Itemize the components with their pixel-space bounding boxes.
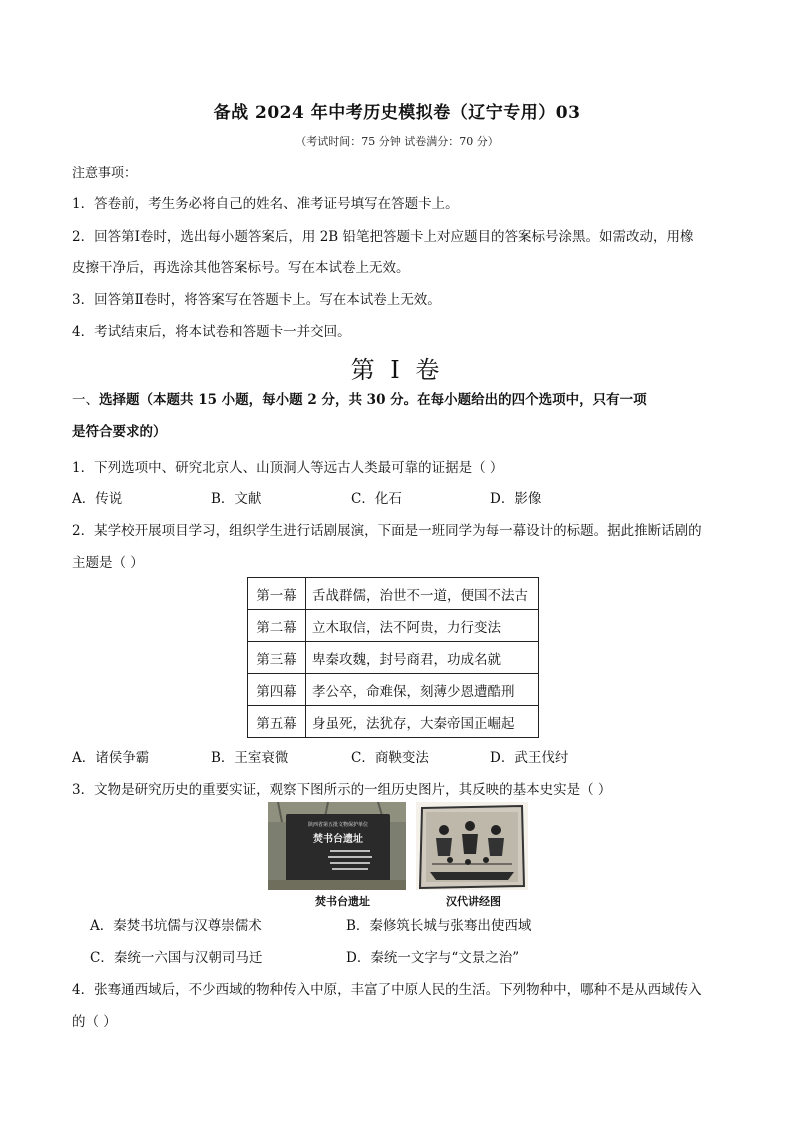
q2-option-d: D．武王伐纣 xyxy=(490,750,569,766)
act-cell: 第四幕 xyxy=(248,674,306,706)
q4-stem-line-2: 的（ ） xyxy=(72,1014,117,1030)
act-cell: 第五幕 xyxy=(248,706,306,738)
act-desc-cell: 立木取信，法不阿贵，力行变法 xyxy=(306,610,539,642)
table-row xyxy=(248,674,539,706)
notice-item-2-line-2: 皮擦干净后，再选涂其他答案标号。写在本试卷上无效。 xyxy=(72,260,410,276)
q2-option-a: A．诸侯争霸 xyxy=(72,750,150,766)
section-number: 一、 xyxy=(72,392,99,408)
section-title: 第 I 卷 xyxy=(350,356,444,384)
table-row xyxy=(248,642,539,674)
act-cell: 第三幕 xyxy=(248,642,306,674)
q3-option-a: A．秦焚书坑儒与汉尊崇儒术 xyxy=(90,918,262,934)
notice-item-1: 1．答卷前，考生务必将自己的姓名、准考证号填写在答题卡上。 xyxy=(72,196,459,212)
q1-option-d: D．影像 xyxy=(490,491,542,507)
exam-title: 备战 2024 年中考历史模拟卷（辽宁专用）03 xyxy=(213,103,581,123)
q1-option-c: C．化石 xyxy=(351,491,402,507)
table-row xyxy=(248,578,539,610)
section-instruction-text: 选择题（本题共 15 小题，每小题 2 分，共 30 分。在每小题给出的四个选项中，只有一项 xyxy=(99,392,647,408)
q1-stem: 1．下列选项中、研究北京人、山顶洞人等远古人类最可靠的证据是（ ） xyxy=(72,460,504,476)
q2-stem-line-1: 2．某学校开展项目学习，组织学生进行话剧展演，下面是一班同学为每一幕设计的标题。据此推断话剧的 xyxy=(72,523,702,539)
section-instruction-line-1 xyxy=(72,388,647,408)
q2-option-c: C．商鞅变法 xyxy=(351,750,429,766)
act-cell: 第二幕 xyxy=(248,610,306,642)
q3-option-b: B．秦修筑长城与张骞出使西域 xyxy=(346,918,532,934)
q3-option-c: C．秦统一六国与汉朝司马迁 xyxy=(90,950,263,966)
q2-option-b: B．王室衰微 xyxy=(211,750,289,766)
han-lecture-image xyxy=(416,802,528,890)
act-cell: 第一幕 xyxy=(248,578,306,610)
table-row xyxy=(248,610,539,642)
exam-subtitle: （考试时间：75 分钟 试卷满分：70 分） xyxy=(295,135,499,148)
notice-heading: 注意事项： xyxy=(72,166,138,181)
q1-option-a: A．传说 xyxy=(72,491,123,507)
q1-option-b: B．文献 xyxy=(211,491,262,507)
q3-stem: 3．文物是研究历史的重要实证，观察下图所示的一组历史图片，其反映的基本史实是（ ） xyxy=(72,782,612,798)
q2-stem-line-2: 主题是（ ） xyxy=(72,555,144,571)
act-desc-cell: 舌战群儒，治世不一道，便国不法古 xyxy=(306,578,539,610)
fenshutai-caption: 焚书台遗址 xyxy=(315,895,370,908)
notice-item-3: 3．回答第Ⅱ卷时，将答案写在答题卡上。写在本试卷上无效。 xyxy=(72,292,441,308)
sign-header: 陕西省第五批文物保护单位 xyxy=(307,822,369,828)
act-desc-cell: 孝公卒，命难保，刻薄少恩遭酷刑 xyxy=(306,674,539,706)
notice-item-4: 4．考试结束后，将本试卷和答题卡一并交回。 xyxy=(72,324,351,340)
q3-option-d: D．秦统一文字与“文景之治” xyxy=(346,950,520,966)
sign-title: 焚书台遗址 xyxy=(313,834,363,845)
act-desc-cell: 卑秦攻魏，封号商君，功成名就 xyxy=(306,642,539,674)
fenshutai-site-photo xyxy=(268,802,406,890)
notice-item-2-line-1: 2．回答第Ⅰ卷时，选出每小题答案后，用 2B 铅笔把答题卡上对应题目的答案标号涂黑。如需改动，用橡 xyxy=(72,229,694,245)
act-desc-cell: 身虽死，法犹存，大秦帝国正崛起 xyxy=(306,706,539,738)
section-instruction-line-2: 是符合要求的） xyxy=(72,424,167,440)
table-row xyxy=(248,706,539,738)
han-lecture-caption: 汉代讲经图 xyxy=(446,895,501,908)
q4-stem-line-1: 4．张骞通西域后，不少西域的物种传入中原，丰富了中原人民的生活。下列物种中，哪种不是从西域传入 xyxy=(72,982,702,998)
q2-act-table xyxy=(247,577,539,738)
